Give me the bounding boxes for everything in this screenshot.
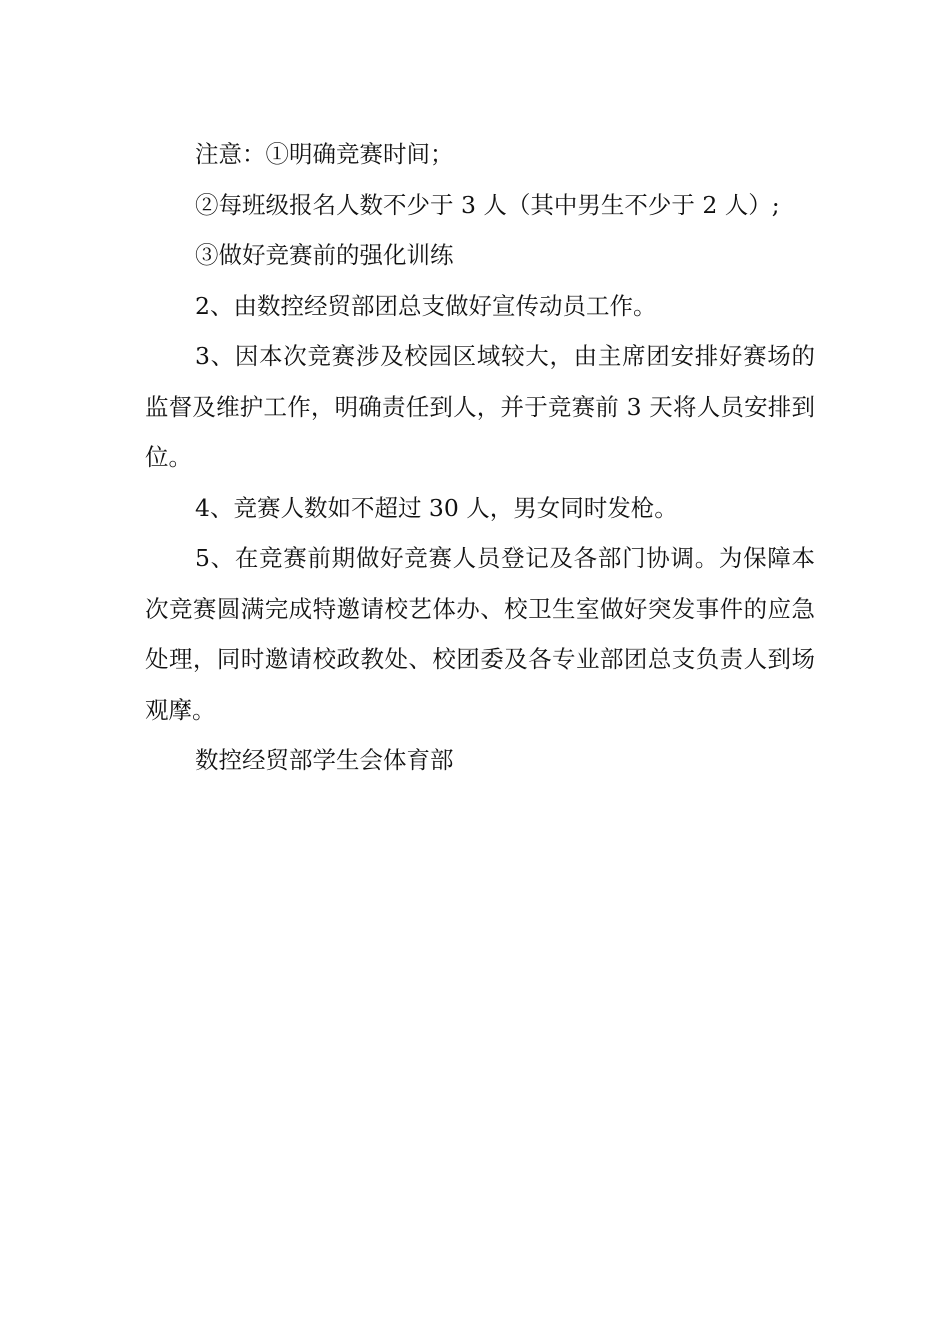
- signature: 数控经贸部学生会体育部: [195, 746, 454, 774]
- note-line-2: ②每班级报名人数不少于 3 人（其中男生不少于 2 人）;: [195, 190, 780, 219]
- paragraph-4: 4、竞赛人数如不超过 30 人，男女同时发枪。: [195, 493, 678, 522]
- note-line-1: 注意：①明确竞赛时间；: [195, 140, 454, 168]
- note-line-3: ③做好竞赛前的强化训练: [195, 241, 454, 269]
- paragraph-2: 2、由数控经贸部团总支做好宣传动员工作。: [195, 291, 657, 320]
- document-body: [145, 129, 815, 786]
- paragraph-5: 5、在竞赛前期做好竞赛人员登记及各部门协调。为保障本次竞赛圆满完成特邀请校艺体办、校卫生室做好突发事件的应急处理，同时邀请校政教处、校团委及各专业部团总支负责人到场观摩。: [145, 544, 815, 724]
- paragraph-3: 3、因本次竞赛涉及校园区域较大，由主席团安排好赛场的监督及维护工作，明确责任到人，并于竞赛前 3 天将人员安排到位。: [145, 342, 815, 471]
